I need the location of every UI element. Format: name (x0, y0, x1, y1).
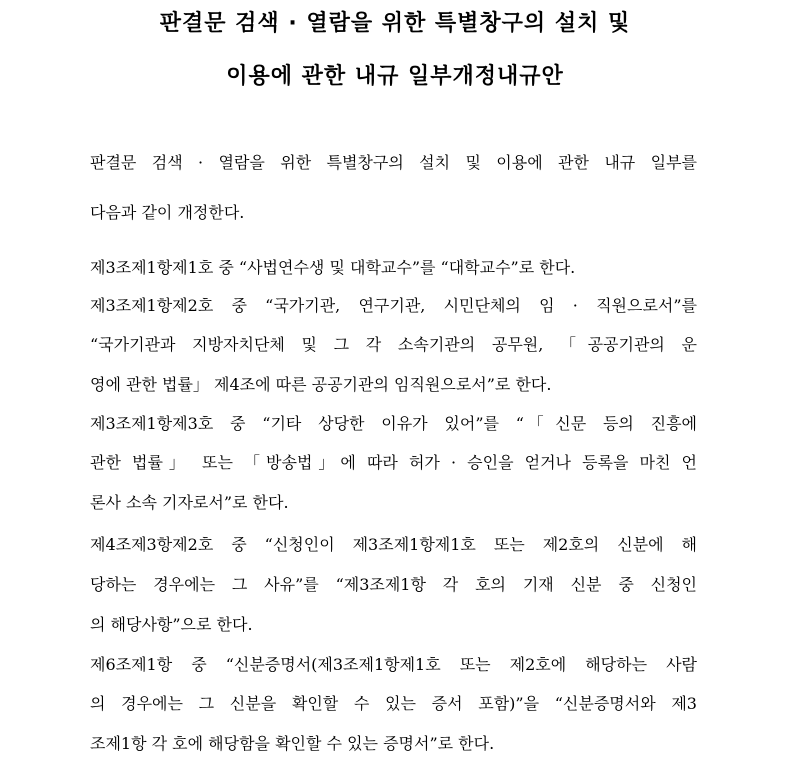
amendment-line: 제4조제3항제2호 중 “신청인이 제3조제1항제1호 또는 제2호의 신분에 해 (90, 535, 697, 554)
amendment-line: 제6조제1항 중 “신분증명서(제3조제1항제1호 또는 제2호에 해당하는 사람 (90, 655, 697, 674)
amendment-line: 의 경우에는 그 신분을 확인할 수 있는 증서 포함)”을 “신분증명서와 제3 (90, 694, 697, 713)
amendment-line: 제3조제1항제1호 중 “사법연수생 및 대학교수”를 “대학교수”로 한다. (90, 258, 576, 277)
amendment-line: 제3조제1항제2호 중 “국가기관, 연구기관, 시민단체의 임 · 직원으로서”를 (90, 296, 697, 315)
intro-line: 판결문 검색 · 열람을 위한 특별창구의 설치 및 이용에 관한 내규 일부를 (90, 153, 697, 172)
intro-line: 다음과 같이 개정한다. (90, 203, 245, 222)
amendment-line: 관한 법률」 또는 「방송법」에 따라 허가 · 승인을 얻거나 등록을 마친 언 (90, 453, 697, 472)
amendment-line: 조제1항 각 호에 해당함을 확인할 수 있는 증명서”로 한다. (90, 734, 495, 753)
amendment-line: 의 해당사항”으로 한다. (90, 615, 253, 634)
amendment-line: 영에 관한 법률」 제4조에 따른 공공기관의 임직원으로서”로 한다. (90, 375, 552, 394)
amendment-line: 당하는 경우에는 그 사유”를 “제3조제1항 각 호의 기재 신분 중 신청인 (90, 575, 697, 594)
amendment-line: 론사 소속 기자로서”로 한다. (90, 493, 289, 512)
document-title-line-2: 이용에 관한 내규 일부개정내규안 (226, 64, 564, 89)
amendment-line: 제3조제1항제3호 중 “기타 상당한 이유가 있어”를 “「신문 등의 진흥에 (90, 414, 697, 433)
document-title-line-1: 판결문 검색 · 열람을 위한 특별창구의 설치 및 (159, 11, 631, 36)
amendment-line: “국가기관과 지방자치단체 및 그 각 소속기관의 공무원, 「공공기관의 운 (90, 335, 697, 354)
